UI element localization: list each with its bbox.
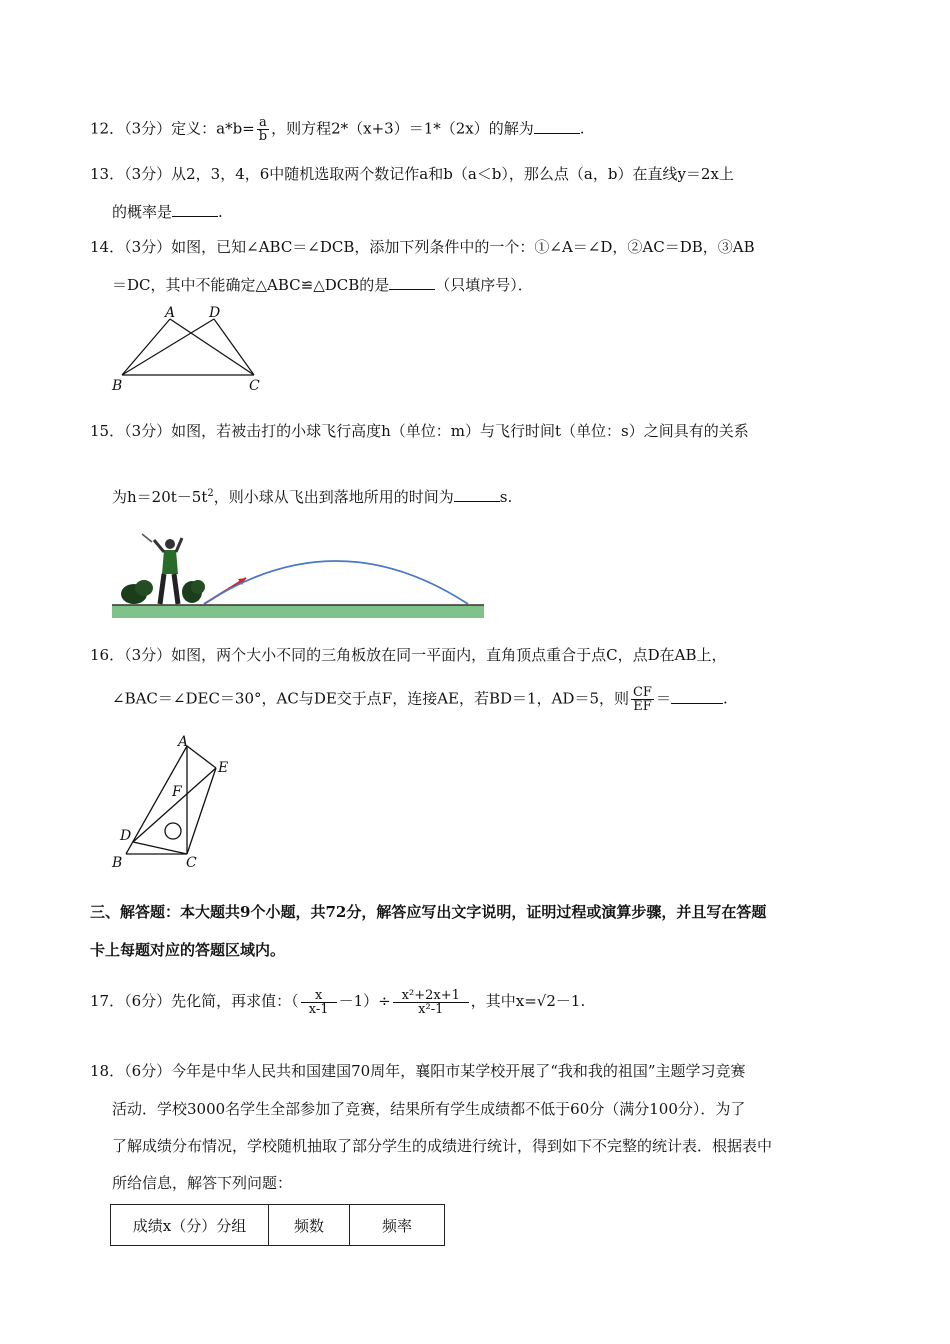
q17-frac2-num: x²+2x+1 (393, 989, 469, 1003)
q12-answer-blank (534, 119, 580, 134)
q15-golf-illustration (112, 532, 486, 622)
section3-heading-line2: 卡上每题对应的答题区域内。 (90, 941, 286, 959)
q16-triangle-figure (110, 734, 250, 874)
q15-line1: 15．（3分）如图，若被击打的小球飞行高度h（单位：m）与飞行时间t（单位：s）之间具有的关系 (90, 422, 749, 440)
q17-tail: －1. (555, 992, 586, 1010)
q17-fraction2 (393, 989, 469, 1016)
q14-line2-text: ＝DC，其中不能确定△ABC≌△DCB的是 (112, 276, 390, 294)
q12-frac-num: a (257, 116, 269, 130)
q18-line4: 所给信息，解答下列问题： (112, 1174, 293, 1192)
q14-answer-blank (389, 275, 435, 290)
table-header-count: 频数 (269, 1205, 350, 1246)
q12-end: . (579, 119, 585, 138)
q16-frac-num: CF (632, 685, 652, 700)
q16-line1: 16．（3分）如图，两个大小不同的三角板放在同一平面内，直角顶点重合于点C，点D在AB上， (90, 646, 727, 664)
q13-line1: 13．（3分）从2，3，4，6中随机选取两个数记作a和b（a＜b），那么点（a，b）在直线y＝2x上 (90, 165, 734, 183)
q13-answer-blank (172, 202, 218, 217)
score-table (110, 1204, 445, 1246)
q17-line (90, 988, 585, 1016)
q14-label-d: D (209, 305, 221, 321)
q16-label-b: B (112, 855, 123, 871)
q14-label-a: A (165, 305, 176, 321)
q14-label-c: C (249, 378, 260, 394)
q17-fraction1 (301, 989, 337, 1016)
table-header-frequency: 频率 (350, 1205, 445, 1246)
q13-end: . (218, 203, 223, 221)
q14-end: （只填序号）． (435, 276, 533, 294)
q12-text-b: ，则方程2*（x+3）＝1*（2x）的解为 (271, 119, 534, 138)
table-header-group: 成绩x（分）分组 (111, 1205, 269, 1246)
q15-line2-text: ，则小球从飞出到落地所用的时间为 (213, 488, 454, 506)
q15-end: s. (499, 488, 513, 506)
q14-line1: 14．（3分）如图，已知∠ABC＝∠DCB，添加下列条件中的一个：①∠A＝∠D，②AC＝DB，③AB (90, 238, 755, 256)
q17-sqrt: √2 (536, 992, 556, 1010)
q16-frac-den: EF (633, 699, 652, 714)
q17-suffix: ，其中x= (470, 992, 537, 1010)
q18-line3: 了解成绩分布情况，学校随机抽取了部分学生的成绩进行统计，得到如下不完整的统计表．根据表中 (112, 1137, 773, 1155)
q12-text-a: 12．（3分）定义：a*b= (90, 119, 255, 138)
ball-trajectory (204, 561, 468, 604)
q16-line2-text: ∠BAC＝∠DEC＝30°，AC与DE交于点F，连接AE，若BD＝1，AD＝5，则 (112, 689, 629, 708)
q16-answer-blank (671, 689, 723, 704)
q14-line2 (112, 275, 533, 295)
q12-line (90, 116, 585, 143)
q16-line2 (112, 686, 728, 713)
bush-left-icon (121, 580, 153, 604)
q17-frac1-den: x-1 (308, 1001, 329, 1017)
q18-line2: 活动．学校3000名学生全部参加了竞赛，结果所有学生成绩都不低于60分（满分100分）．为了 (112, 1100, 746, 1118)
table-header-row (111, 1205, 445, 1246)
q16-end: . (722, 689, 728, 708)
q14-label-b: B (112, 378, 123, 394)
q17-frac1-num: x (301, 989, 337, 1003)
q14-triangle-figure (108, 302, 268, 394)
q13-line2 (112, 202, 223, 222)
q16-label-a: A (178, 734, 189, 750)
q13-line2-text: 的概率是 (112, 203, 173, 221)
q15-superscript: 2 (207, 488, 214, 499)
q16-label-d: D (120, 828, 132, 844)
bush-right-icon (182, 580, 205, 603)
grass-strip (112, 605, 484, 618)
q12-fraction (257, 116, 269, 143)
q16-label-e: E (218, 760, 229, 776)
q18-line1: 18．（6分）今年是中华人民共和国建国70周年，襄阳市某学校开展了“我和我的祖国”主题学习竞赛 (90, 1062, 746, 1080)
q16-equals: ＝ (655, 689, 671, 708)
q17-prefix: 17．（6分）先化简，再求值：（ (90, 992, 299, 1010)
q16-label-c: C (186, 855, 197, 871)
q16-fraction (631, 686, 654, 713)
q17-frac2-den: x²-1 (418, 1001, 444, 1017)
q15-formula: 为h＝20t－5t (112, 488, 208, 506)
q15-line2 (112, 484, 512, 507)
section3-heading-line1: 三、解答题：本大题共9个小题，共72分，解答应写出文字说明，证明过程或演算步骤，并且写在答题 (90, 903, 767, 921)
q17-mid: －1）÷ (338, 992, 391, 1010)
q15-answer-blank (454, 487, 500, 502)
q16-label-f: F (172, 784, 182, 800)
q12-frac-den: b (258, 129, 268, 144)
